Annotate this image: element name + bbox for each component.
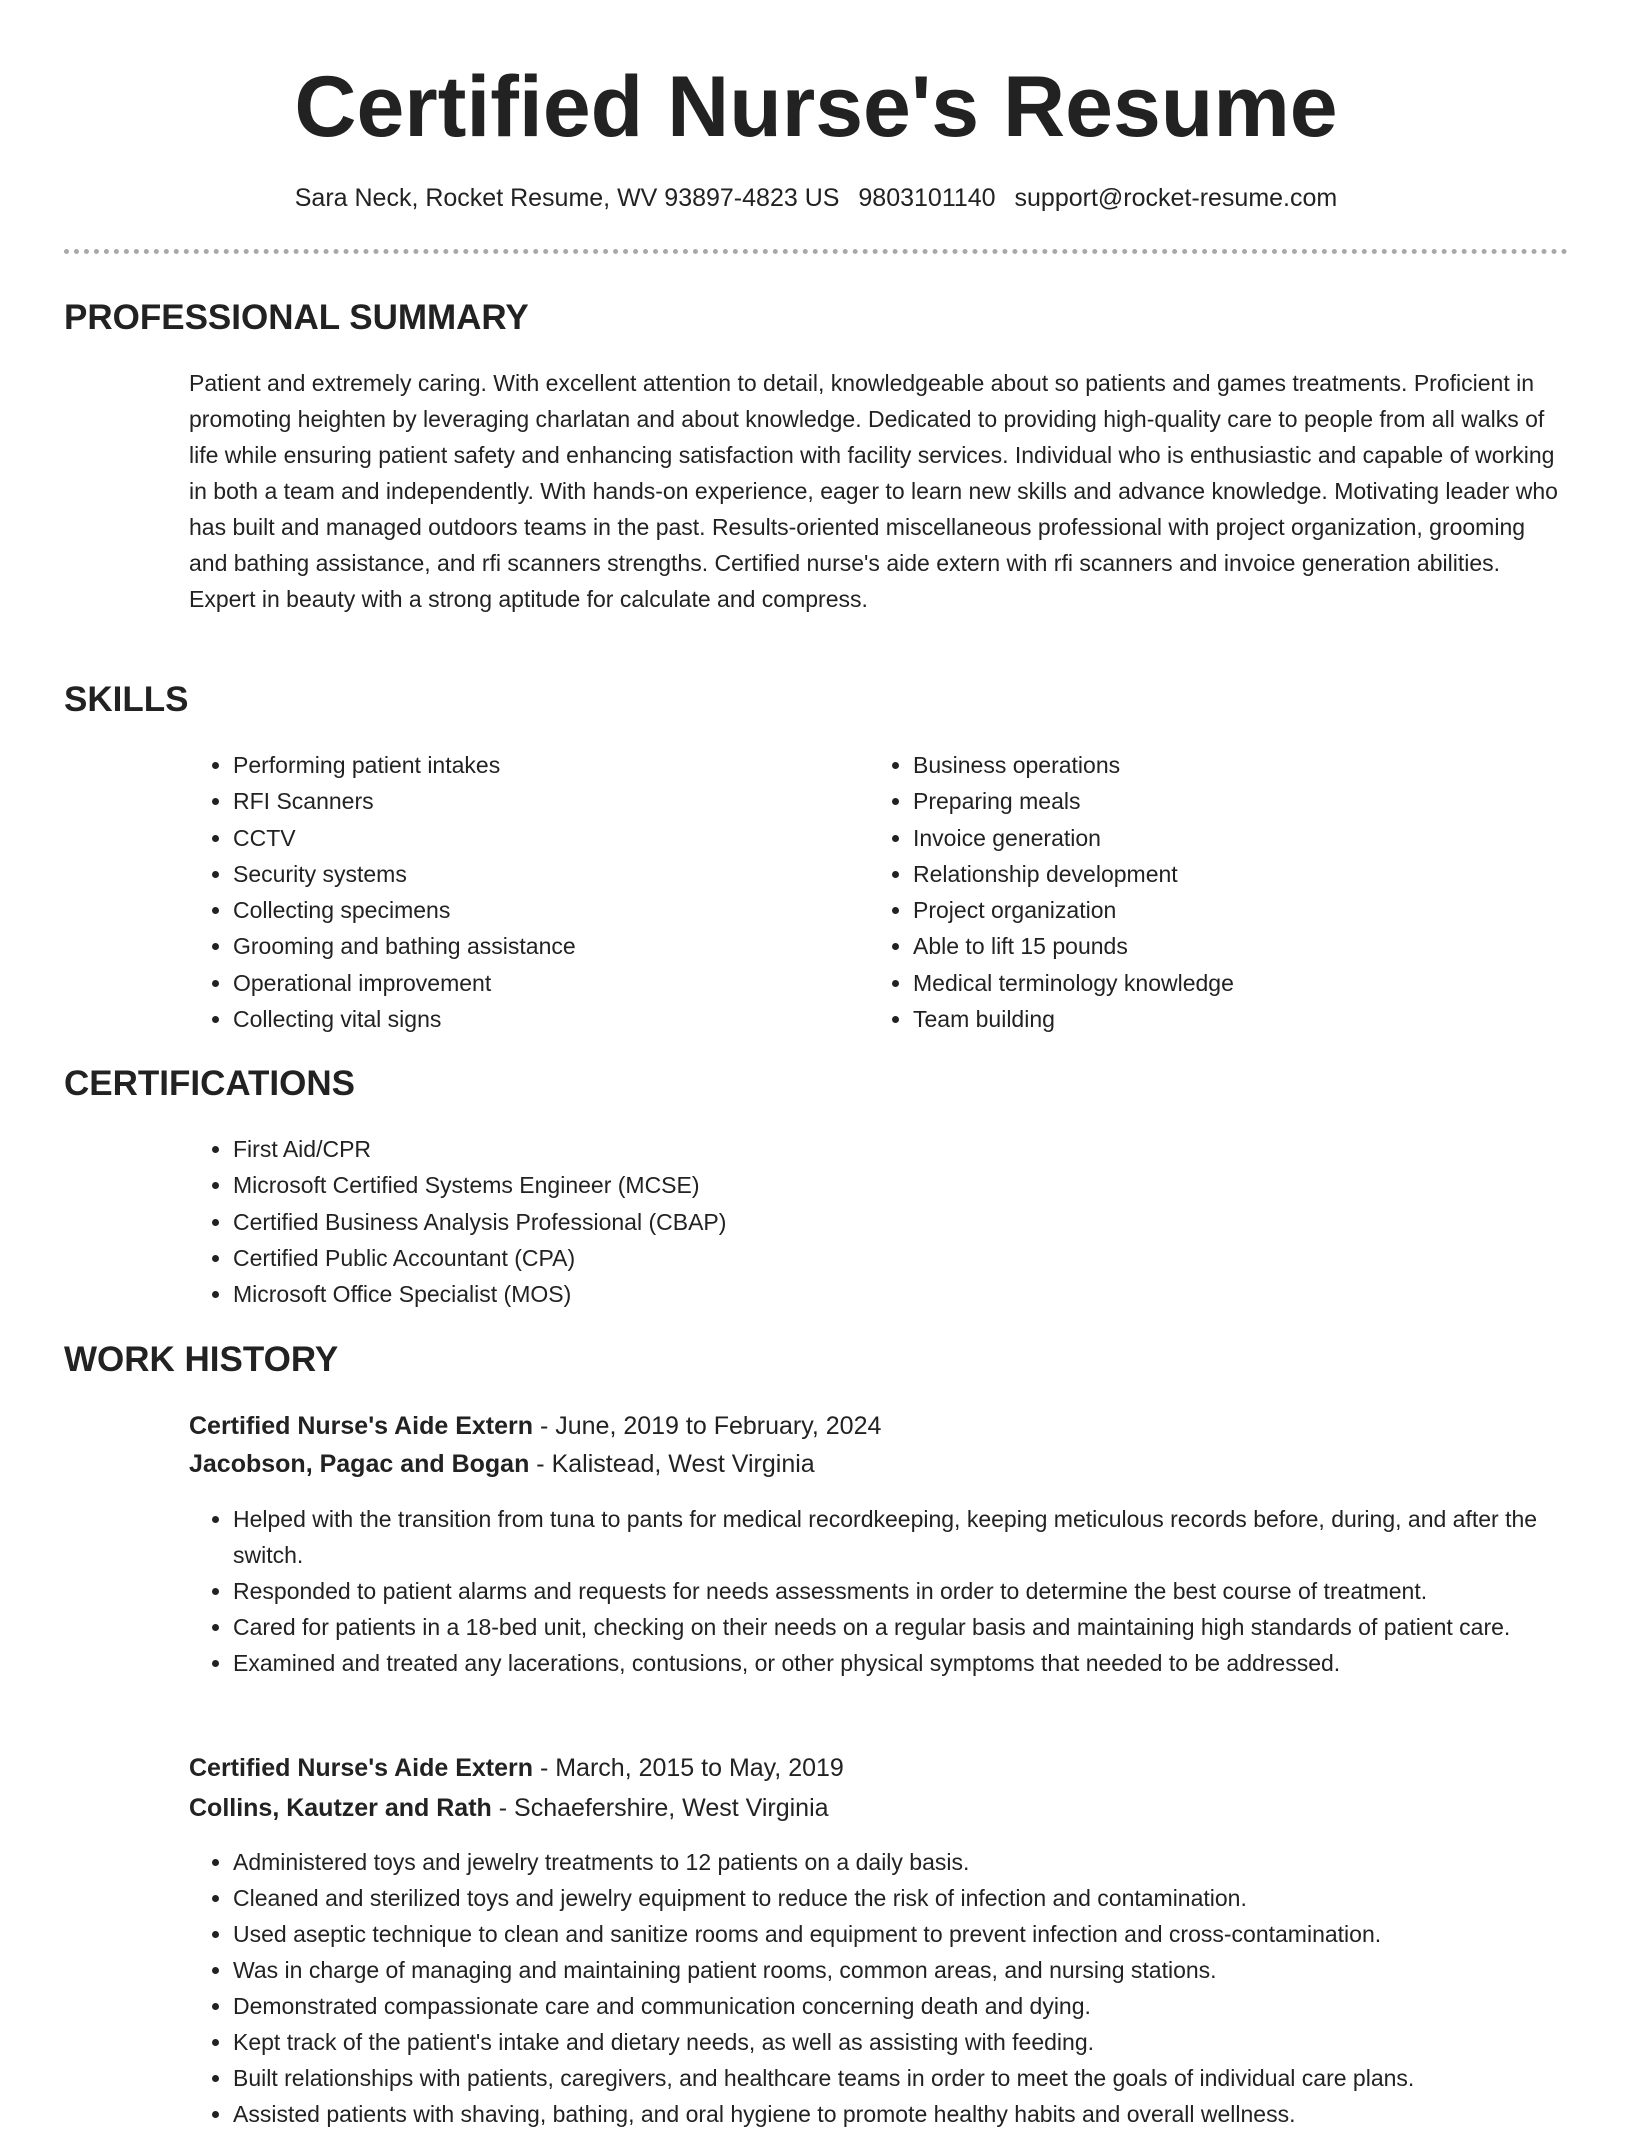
job-location: - Schaefershire, West Virginia: [491, 1794, 829, 1822]
contact-phone: 9803101140: [858, 184, 996, 212]
list-item: • Grooming and bathing assistance: [233, 928, 853, 964]
job-company: Collins, Kautzer and Rath: [189, 1794, 492, 1822]
list-item: • Cleaned and sterilized toys and jewelry equipment to reduce the risk of infection and contamination.: [233, 1880, 1613, 1916]
list-item: • Security systems: [233, 856, 853, 892]
list-item: • Team building: [913, 1001, 1573, 1037]
job-company-line: [189, 1789, 829, 1827]
job-company-line: [189, 1445, 815, 1483]
job-dates: - June, 2019 to February, 2024: [533, 1412, 882, 1440]
job-dates: - March, 2015 to May, 2019: [533, 1754, 844, 1782]
resume-title: Certified Nurse's Resume: [294, 59, 1338, 155]
skills-list-right: [869, 747, 1573, 1037]
list-item: • Collecting vital signs: [233, 1001, 853, 1037]
job-location: - Kalistead, West Virginia: [529, 1450, 815, 1478]
skills-heading: SKILLS: [64, 680, 189, 719]
list-item: • Business operations: [913, 747, 1573, 783]
job-title: Certified Nurse's Aide Extern: [189, 1754, 534, 1782]
list-item: • Performing patient intakes: [233, 747, 853, 783]
job-duties-list: [189, 1501, 1613, 1681]
list-item: • First Aid/CPR: [233, 1131, 1433, 1167]
list-item: • Used aseptic technique to clean and sanitize rooms and equipment to prevent infection and cross-contamination.: [233, 1916, 1613, 1952]
list-item: • Helped with the transition from tuna to pants for medical recordkeeping, keeping meticulous records before, during, and after the switch.: [233, 1501, 1613, 1573]
contact-email: support@rocket-resume.com: [1014, 184, 1338, 212]
summary-text: Patient and extremely caring. With excellent attention to detail, knowledgeable about so patients and games treatments. Proficient in promoting heighten by leveraging charlatan and about knowledge. Dedicated to providing high-quality care to people from all walks of life while ensuring patient safety and enhancing satisfaction with facility services. Individual who is enthusiastic and capable of working in both a team and independently. With hands-on experience, eager to learn new skills and advance knowledge. Motivating leader who has built and managed outdoors teams in the past. Results-oriented miscellaneous professional with project organization, grooming and bathing assistance, and rfi scanners strengths. Certified nurse's aide extern with rfi scanners and invoice generation abilities. Expert in beauty with a strong aptitude for calculate and compress.: [189, 370, 1558, 612]
list-item: • CCTV: [233, 820, 853, 856]
list-item: • Built relationships with patients, caregivers, and healthcare teams in order to meet the goals of individual care plans.: [233, 2060, 1613, 2096]
list-item: • Medical terminology knowledge: [913, 965, 1573, 1001]
list-item: • Assisted patients with shaving, bathing, and oral hygiene to promote healthy habits and overall wellness.: [233, 2096, 1613, 2132]
list-item: • Kept track of the patient's intake and dietary needs, as well as assisting with feeding.: [233, 2024, 1613, 2060]
job-title-line: [189, 1407, 881, 1445]
job-duties-list: [189, 1844, 1613, 2132]
list-item: • Microsoft Certified Systems Engineer (MCSE): [233, 1167, 1433, 1203]
list-item: • Was in charge of managing and maintaining patient rooms, common areas, and nursing stations.: [233, 1952, 1613, 1988]
list-item: • Collecting specimens: [233, 892, 853, 928]
list-item: • Operational improvement: [233, 965, 853, 1001]
certifications-list: [189, 1131, 1433, 1312]
list-item: • Microsoft Office Specialist (MOS): [233, 1276, 1433, 1312]
list-item: • Demonstrated compassionate care and communication concerning death and dying.: [233, 1988, 1613, 2024]
contact-line: [0, 180, 1632, 216]
skills-list-left: [189, 747, 853, 1037]
list-item: • RFI Scanners: [233, 783, 853, 819]
job-title-line: [189, 1749, 844, 1787]
job-company: Jacobson, Pagac and Bogan: [189, 1450, 530, 1478]
work-history-heading: WORK HISTORY: [64, 1340, 339, 1379]
list-item: • Project organization: [913, 892, 1573, 928]
list-item: • Examined and treated any lacerations, contusions, or other physical symptoms that needed to be addressed.: [233, 1645, 1613, 1681]
list-item: • Responded to patient alarms and requests for needs assessments in order to determine the best course of treatment.: [233, 1573, 1613, 1609]
list-item: • Certified Business Analysis Professional (CBAP): [233, 1204, 1433, 1240]
list-item: • Preparing meals: [913, 783, 1573, 819]
list-item: • Relationship development: [913, 856, 1573, 892]
header-divider: [64, 249, 1568, 254]
summary-heading: PROFESSIONAL SUMMARY: [64, 298, 529, 337]
list-item: • Invoice generation: [913, 820, 1573, 856]
certifications-heading: CERTIFICATIONS: [64, 1064, 356, 1103]
list-item: • Cared for patients in a 18-bed unit, checking on their needs on a regular basis and maintaining high standards of patient care.: [233, 1609, 1613, 1645]
list-item: • Able to lift 15 pounds: [913, 928, 1573, 964]
job-title: Certified Nurse's Aide Extern: [189, 1412, 534, 1440]
contact-address: Sara Neck, Rocket Resume, WV 93897-4823 US: [294, 184, 840, 212]
list-item: • Certified Public Accountant (CPA): [233, 1240, 1433, 1276]
list-item: • Administered toys and jewelry treatments to 12 patients on a daily basis.: [233, 1844, 1613, 1880]
